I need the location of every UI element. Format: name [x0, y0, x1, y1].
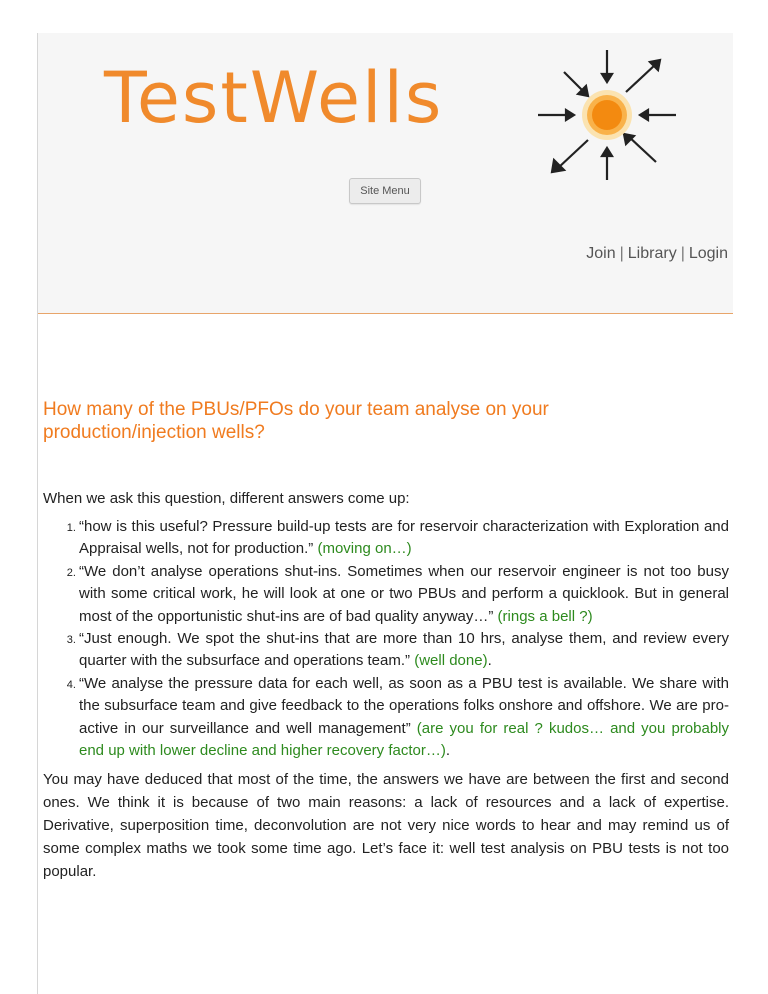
list-item [79, 628, 729, 673]
page-container [37, 33, 733, 994]
answer-comment: (moving on…) [317, 540, 412, 558]
sun-logo-icon[interactable] [534, 48, 680, 182]
account-links [586, 245, 728, 263]
library-link[interactable]: Library [627, 245, 677, 262]
list-item [79, 561, 729, 628]
answer-quote: “We analyse the pressure data for each well, as soon as a PBU test is available. We share with the subsurface team and give feedback to the operations folks onshore and offshore. We are pro-active in our surveillance and well management” [79, 674, 729, 737]
answer-quote: “Just enough. We spot the shut-ins that are more than 10 hrs, analyse them, and review every quarter with the subsurface and operations team.” [79, 630, 729, 670]
list-item [79, 516, 729, 561]
link-separator: | [680, 245, 685, 262]
article-intro: When we ask this question, different answers come up: [43, 490, 410, 507]
join-link[interactable]: Join [586, 245, 616, 262]
answer-tail: . [487, 652, 492, 670]
answer-comment: (are you for real ? kudos… and you probably end up with lower decline and higher recovery factor…) [79, 719, 729, 760]
article-title: How many of the PBUs/PFOs do your team analyse on your production/injection wells? [43, 399, 549, 443]
answers-list [43, 516, 729, 762]
site-header [38, 33, 733, 314]
list-item [79, 673, 729, 763]
answer-quote: “how is this useful? Pressure build-up tests are for reservoir characterization with Exploration and Appraisal wells, not for production.” [79, 518, 729, 558]
answer-comment: (well done) [414, 652, 488, 670]
login-link[interactable]: Login [688, 245, 728, 262]
link-separator: | [619, 245, 624, 262]
article-conclusion: You may have deduced that most of the time, the answers we have are between the first and second ones. We think it is because of two main reasons: a lack of resources and a lack of expertise. Derivative, superposition time, deconvolution are not very nice words to hear and may remind us of some complex maths we took some time ago. Let’s face it: well test analysis on PBU tests is not too popular. [43, 771, 729, 881]
answer-tail: . [445, 742, 451, 760]
article-content [43, 398, 729, 883]
answer-quote: “We don’t analyse operations shut-ins. Sometimes when our reservoir engineer is not too busy with some critical work, he will look at one or two PBUs and perform a quicklook. But in general most of the opportunistic shut-ins are of bad quality anyway…” [79, 562, 729, 625]
site-menu-button[interactable]: Site Menu [349, 178, 421, 204]
site-logo-text[interactable]: TestWells [104, 57, 444, 139]
answer-comment: (rings a bell ?) [497, 607, 593, 625]
